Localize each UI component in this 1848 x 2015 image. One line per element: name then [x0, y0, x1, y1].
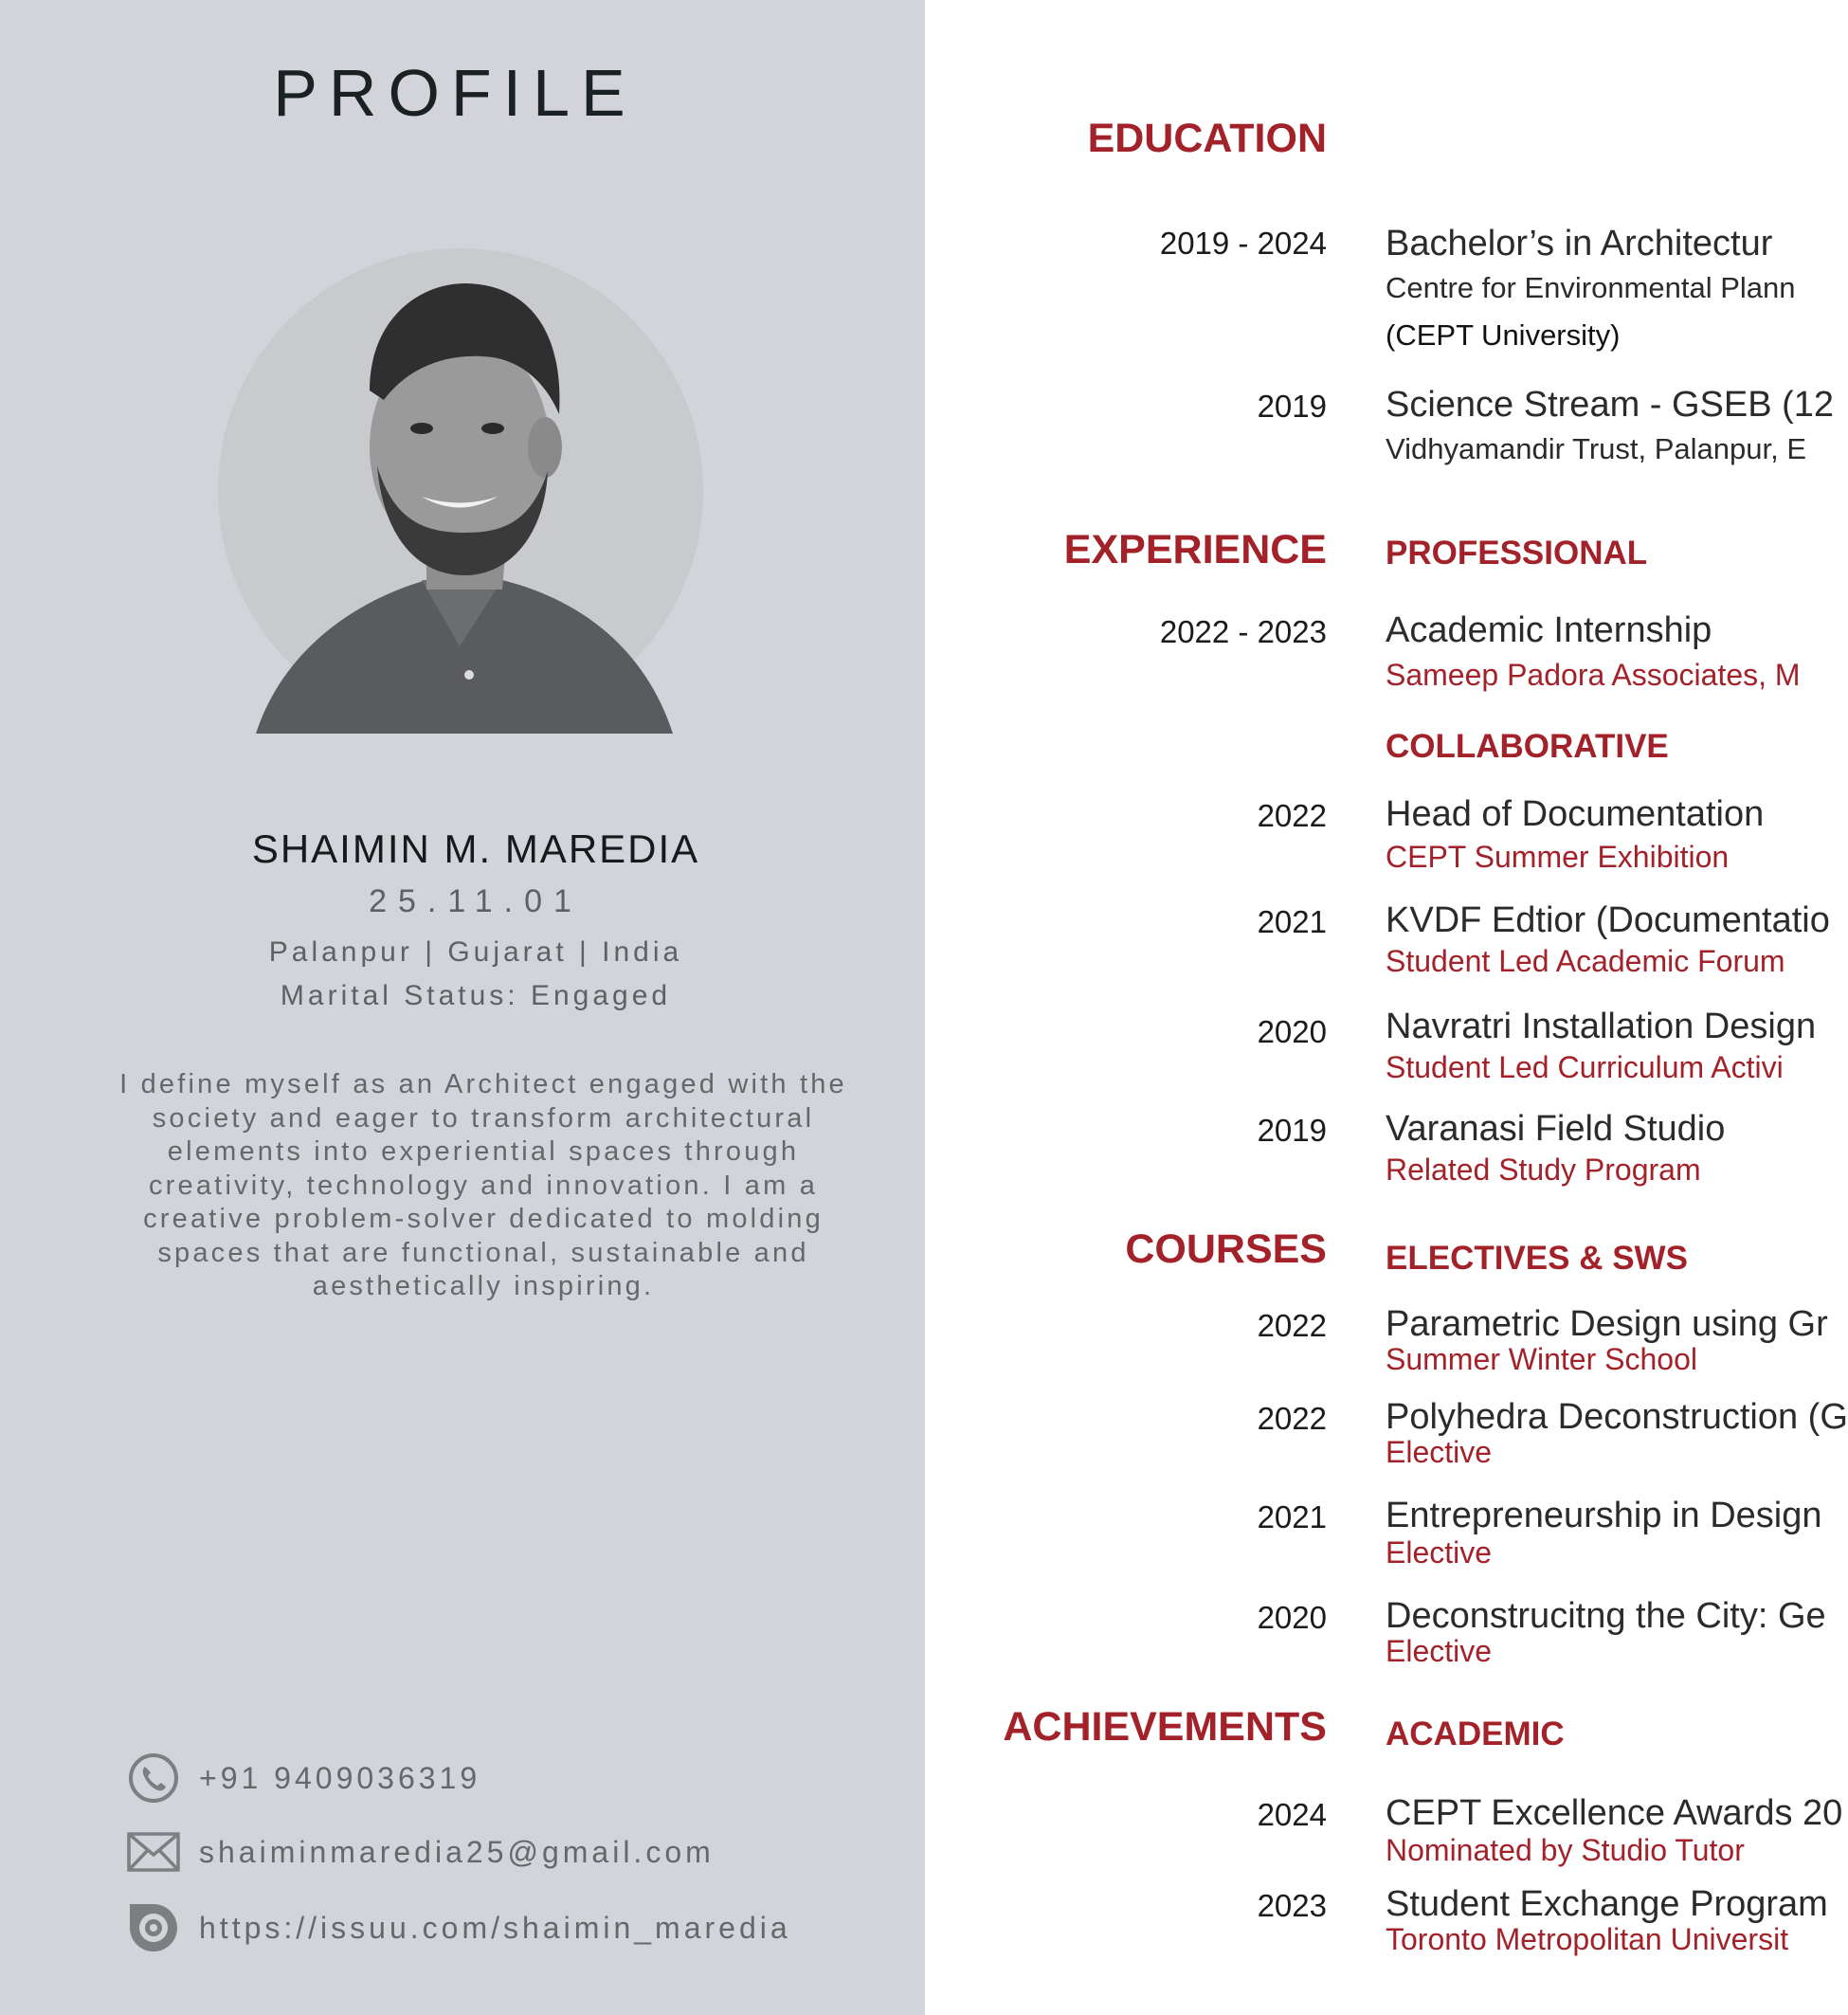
education-year: 2019 - 2024 [1159, 226, 1327, 261]
achievement-detail: Nominated by Studio Tutor [1386, 1833, 1745, 1867]
course-year: 2021 [1257, 1499, 1327, 1534]
education-institution: Centre for Environmental Plann [1386, 271, 1796, 304]
profile-dob: 25.11.01 [369, 883, 583, 919]
course-type: Elective [1386, 1535, 1493, 1570]
achievement-detail: Toronto Metropolitan Universit [1386, 1922, 1789, 1956]
experience-title: Head of Documentation [1386, 794, 1765, 834]
course-title: Entrepreneurship in Design [1386, 1496, 1822, 1535]
contact-phone[interactable] [127, 1750, 481, 1806]
course-type: Summer Winter School [1386, 1342, 1697, 1376]
experience-org: Sameep Padora Associates, M [1386, 658, 1801, 692]
course-title: Deconstrucitng the City: Ge [1386, 1596, 1826, 1636]
experience-title: Navratri Installation Design [1386, 1007, 1817, 1046]
subheading-academic: ACADEMIC [1386, 1715, 1565, 1752]
course-type: Elective [1386, 1634, 1493, 1668]
education-year: 2019 [1257, 389, 1327, 424]
experience-year: 2020 [1257, 1014, 1327, 1049]
course-title: Parametric Design using Gr [1386, 1304, 1828, 1344]
experience-year: 2022 [1257, 798, 1327, 833]
profile-name: SHAIMIN M. MAREDIA [251, 826, 700, 871]
achievement-year: 2023 [1257, 1888, 1327, 1923]
issuu-icon [127, 1901, 180, 1954]
profile-marital-status: Marital Status: Engaged [280, 980, 672, 1011]
profile-photo [218, 248, 703, 734]
course-year: 2022 [1257, 1308, 1327, 1343]
experience-org: Student Led Academic Forum [1386, 944, 1785, 978]
experience-title: KVDF Edtior (Documentatio [1386, 900, 1830, 940]
phone-icon [127, 1752, 180, 1805]
experience-org: Student Led Curriculum Activi [1386, 1050, 1784, 1084]
profile-location: Palanpur | Gujarat | India [268, 936, 683, 968]
contact-email-text: shaiminmaredia25@gmail.com [199, 1834, 715, 1869]
achievement-title: CEPT Excellence Awards 20 [1386, 1793, 1843, 1833]
experience-year: 2019 [1257, 1113, 1327, 1148]
mail-icon [127, 1825, 180, 1879]
profile-bio: I define myself as an Architect engaged with the society and eager to transform architectural elements into experiential spaces through creativity, technology and innovation. I am a creative problem-solver dedicated to molding spaces that are functional, sustainable and aesthetically inspiring. [119, 1069, 847, 1301]
subheading-electives: ELECTIVES & SWS [1386, 1240, 1688, 1277]
education-institution-short: (CEPT University) [1386, 318, 1621, 352]
experience-year: 2022 - 2023 [1159, 614, 1327, 649]
section-heading-achievements: ACHIEVEMENTS [1003, 1704, 1327, 1750]
section-heading-experience: EXPERIENCE [1063, 527, 1327, 572]
course-title: Polyhedra Deconstruction (G [1386, 1397, 1848, 1437]
experience-org: CEPT Summer Exhibition [1386, 840, 1730, 874]
subheading-professional: PROFESSIONAL [1386, 535, 1648, 572]
course-type: Elective [1386, 1435, 1493, 1469]
experience-title: Varanasi Field Studio [1386, 1109, 1726, 1149]
experience-title: Academic Internship [1386, 610, 1712, 650]
experience-org: Related Study Program [1386, 1153, 1701, 1187]
course-year: 2020 [1257, 1600, 1327, 1635]
section-heading-education: EDUCATION [1087, 116, 1327, 161]
experience-year: 2021 [1257, 904, 1327, 939]
achievement-year: 2024 [1257, 1797, 1327, 1832]
profile-title: PROFILE [273, 56, 637, 130]
section-heading-courses: COURSES [1125, 1226, 1327, 1272]
education-title: Bachelor’s in Architectur [1386, 224, 1773, 263]
contact-portfolio[interactable] [127, 1899, 791, 1956]
achievement-title: Student Exchange Program [1386, 1884, 1828, 1924]
education-title: Science Stream - GSEB (12 [1386, 385, 1835, 425]
contact-portfolio-text: https://issuu.com/shaimin_maredia [199, 1910, 791, 1945]
contact-phone-text: +91 9409036319 [199, 1760, 481, 1795]
education-institution: Vidhyamandir Trust, Palanpur, E [1386, 432, 1807, 465]
portrait-illustration [218, 248, 703, 734]
contact-email[interactable] [127, 1824, 715, 1880]
subheading-collaborative: COLLABORATIVE [1386, 728, 1669, 765]
course-year: 2022 [1257, 1401, 1327, 1436]
